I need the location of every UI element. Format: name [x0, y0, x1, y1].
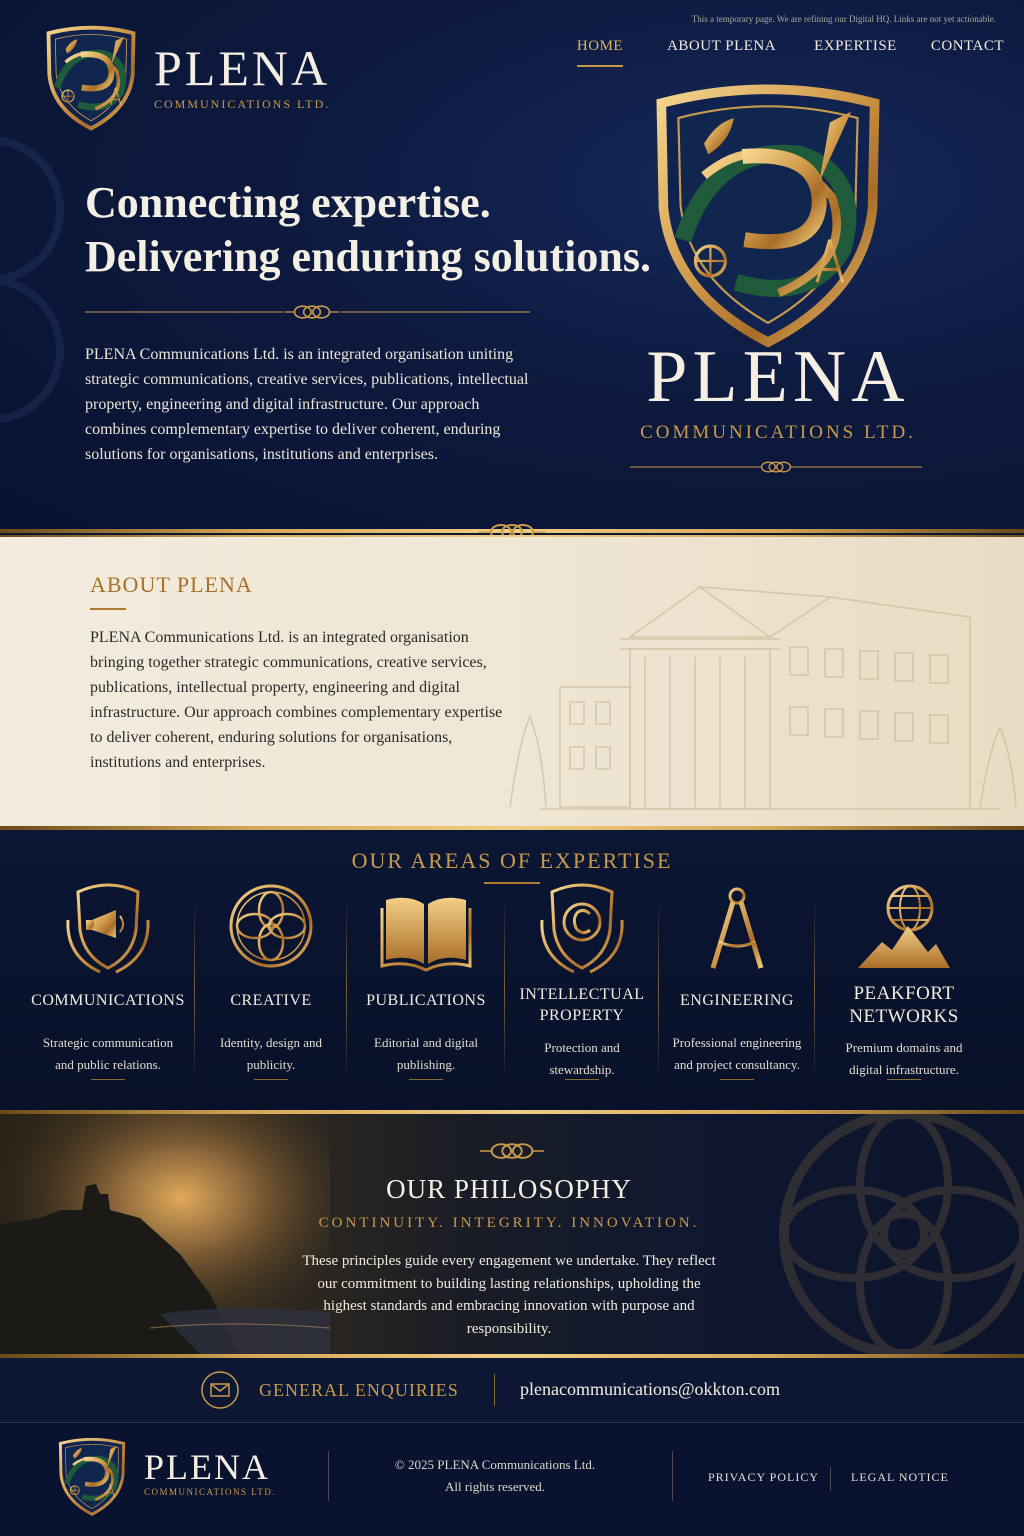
expertise-tick — [565, 1079, 599, 1080]
expertise-desc-publications: Editorial and digital publishing. — [374, 1035, 478, 1072]
hero-description: PLENA Communications Ltd. is an integrated organisation uniting strategic communications, creative services, publications, intellectual property, engineering and digital infrastructure. Our approach combines complementary expertise to deliver coherent, enduring solutions for organisations, institutions and enterprises. — [85, 346, 529, 463]
philosophy-tagline: CONTINUITY. INTEGRITY. INNOVATION. — [318, 1215, 700, 1231]
hero-headline — [85, 176, 651, 284]
philosophy-title: OUR PHILOSOPHY — [386, 1174, 632, 1204]
celtic-knot-background-icon — [754, 1114, 1024, 1354]
expertise-tick — [720, 1079, 754, 1080]
expertise-title-peakfort-networks: PEAKFORT NETWORKS — [849, 983, 959, 1027]
nav-contact[interactable]: CONTACT — [930, 38, 1004, 54]
about-title: ABOUT PLENA — [90, 572, 253, 597]
expertise-item-engineering[interactable] — [660, 880, 814, 1100]
plena-crest-large-icon — [640, 78, 896, 348]
expertise-title-creative: CREATIVE — [230, 992, 312, 1009]
enquiries-label: GENERAL ENQUIRIES — [259, 1380, 459, 1400]
expertise-item-peakfort-networks[interactable] — [816, 880, 992, 1100]
compass-icon — [689, 880, 785, 980]
celtic-knot-icon — [223, 880, 319, 980]
open-book-icon — [378, 880, 474, 980]
column-separator — [658, 897, 659, 1082]
expertise-item-publications[interactable] — [348, 880, 504, 1100]
about-section — [0, 537, 1024, 827]
plena-crest-icon — [40, 22, 142, 132]
nav-about[interactable]: ABOUT PLENA — [667, 38, 777, 54]
plena-crest-footer-icon — [54, 1435, 130, 1517]
expertise-title-intellectual-property: INTELLECTUAL PROPERTY — [519, 986, 645, 1024]
expertise-tick — [887, 1079, 921, 1080]
about-title-underline — [90, 608, 126, 610]
coastal-castle-illustration — [0, 1114, 330, 1354]
footer-copyright: © 2025 PLENA Communications Ltd. — [394, 1457, 596, 1472]
celtic-knot-background-icon — [0, 130, 80, 450]
expertise-title-publications: PUBLICATIONS — [366, 992, 486, 1009]
hero-headline-line1: Connecting expertise. — [85, 178, 491, 227]
footer — [0, 1423, 1024, 1536]
main-nav — [577, 38, 1004, 67]
expertise-desc-intellectual-property: Protection and stewardship. — [544, 1040, 620, 1077]
footer-divider — [672, 1451, 673, 1501]
expertise-desc-engineering: Professional engineering and project consultancy. — [672, 1035, 802, 1072]
nav-expertise[interactable]: EXPERTISE — [814, 38, 897, 54]
expertise-title-engineering: ENGINEERING — [680, 992, 794, 1009]
philosophy-body: These principles guide every engagement we undertake. They reflect our commitment to building lasting relationships, upholding the highest standards and embracing innovation with purpose and responsibility. — [302, 1253, 716, 1337]
column-separator — [194, 897, 195, 1082]
legal-notice-link[interactable]: LEGAL NOTICE — [851, 1470, 949, 1484]
enquiries-divider — [494, 1374, 495, 1406]
expertise-item-intellectual-property[interactable] — [506, 880, 658, 1100]
mail-icon — [200, 1370, 240, 1410]
hero-brand-name: PLENA — [646, 336, 910, 418]
hero-section — [0, 0, 1024, 530]
hero-headline-line2: Delivering enduring solutions. — [85, 232, 651, 281]
globe-mountain-icon — [856, 880, 952, 980]
megaphone-shield-icon — [60, 880, 156, 980]
expertise-desc-communications: Strategic communication and public relations. — [42, 1035, 174, 1072]
expertise-tick — [91, 1079, 125, 1080]
nav-home[interactable]: HOME — [577, 38, 623, 67]
privacy-policy-link[interactable]: PRIVACY POLICY — [708, 1470, 820, 1484]
footer-rights: All rights reserved. — [444, 1479, 545, 1494]
ornamental-divider — [85, 302, 530, 322]
temporary-page-notice: This a temporary page. We are refining our Digital HQ. Links are not yet actionable. — [691, 14, 996, 24]
column-separator — [346, 897, 347, 1082]
footer-divider — [328, 1451, 329, 1501]
brand-logo[interactable] — [40, 22, 330, 132]
copyright-shield-icon — [534, 880, 630, 980]
column-separator — [504, 897, 505, 1082]
expertise-title: OUR AREAS OF EXPERTISE — [351, 848, 673, 873]
expertise-tick — [254, 1079, 288, 1080]
footer-brand-name: PLENA — [144, 1447, 270, 1487]
brand-name: PLENA — [154, 39, 331, 96]
expertise-title-communications: COMMUNICATIONS — [31, 992, 185, 1009]
footer-link-divider — [830, 1467, 831, 1491]
classical-building-illustration — [480, 557, 1024, 827]
enquiries-bar — [0, 1358, 1024, 1422]
expertise-desc-peakfort-networks: Premium domains and digital infrastructure. — [845, 1040, 963, 1077]
expertise-section — [0, 830, 1024, 1110]
expertise-item-communications[interactable] — [22, 880, 194, 1100]
ornamental-divider — [630, 458, 922, 476]
philosophy-section — [0, 1114, 1024, 1354]
ornamental-knot-icon — [478, 1138, 546, 1164]
enquiries-email-link[interactable]: plenacommunications@okkton.com — [520, 1379, 781, 1399]
hero-brand-subtitle: COMMUNICATIONS LTD. — [640, 422, 916, 443]
column-separator — [814, 897, 815, 1082]
expertise-desc-creative: Identity, design and publicity. — [219, 1035, 323, 1072]
footer-brand-subtitle: COMMUNICATIONS LTD. — [144, 1487, 277, 1497]
expertise-tick — [409, 1079, 443, 1080]
about-body: PLENA Communications Ltd. is an integrated organisation bringing together strategic communications, creative services, publications, intellectual property, engineering and digital infrastructure. Our approach combines complementary expertise to deliver coherent, enduring solutions for organisations, institutions and enterprises. — [90, 629, 503, 771]
brand-subtitle: COMMUNICATIONS LTD. — [154, 96, 331, 111]
expertise-item-creative[interactable] — [196, 880, 346, 1100]
